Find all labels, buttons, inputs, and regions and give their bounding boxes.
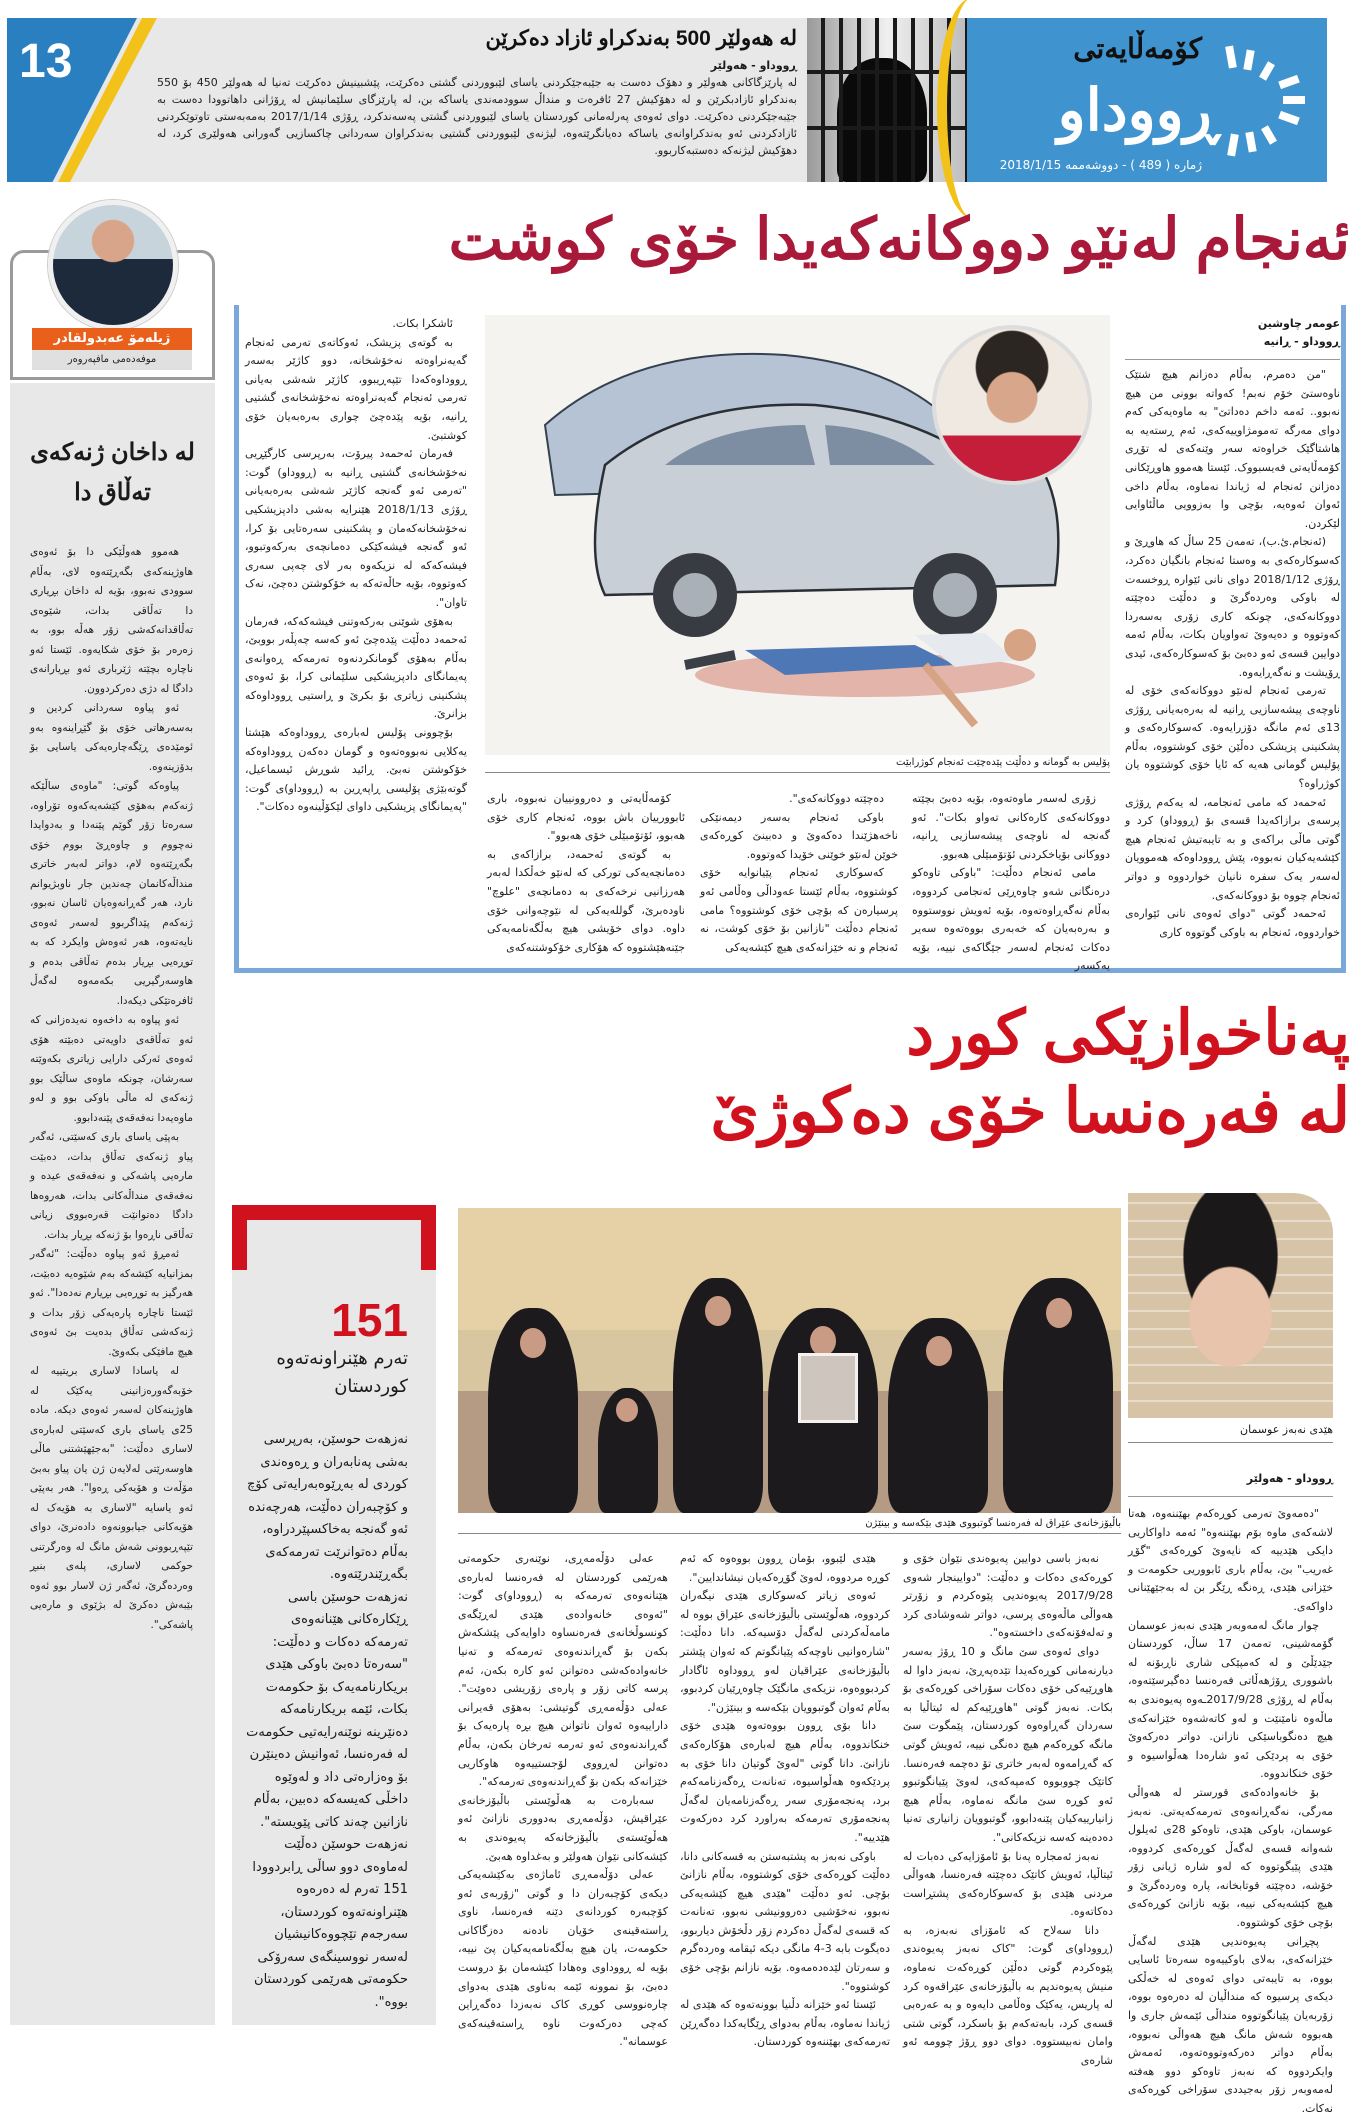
story1-column-5 — [245, 315, 467, 965]
paragraph: بۆ خانەوادەکەی قورستر لە هەواڵی مەرگی، نەگەڕانەوەی تەرمەکەیەتی. نەبەز عوسمان، باوکی هێدی، تاوەکو 28ی ئەیلول شەوانە قسەی لەگەڵ کوڕەکەی کردووە، هێدی پێیگوتووە کە لەو شارە ژیانی زۆر خۆشە، دەچێتە قوتابخانە، پارە وەردەگرێ و هیچ کێشەیەکی نییە، بۆیە نازانێ کوڕەکەی بۆچی خۆی کوشتووە. — [1128, 1785, 1333, 1930]
column-title[interactable]: له داخان ژنەکەی تەڵاق دا — [30, 439, 195, 506]
divider — [1125, 359, 1340, 360]
column-box — [10, 383, 215, 2025]
story2-column-2 — [903, 1550, 1113, 2068]
factbox-bracket — [232, 1205, 436, 1270]
paragraph: نەزهەت حوسێن، بەرپرسی بەشی پەنابەران و ڕەوەندی کوردی لە بەڕێوەبەرایەتی کۆچ و کۆچبەران دەڵێت، هەرچەندە ئەو گەنجە بەخاکسپێردراوە، بەڵام دەتوانرێت تەرمەکەی بگەڕێندرێتەوە. — [247, 1432, 408, 1582]
story1-column-4 — [487, 790, 685, 957]
person-face — [705, 1296, 731, 1326]
story1-victim-portrait — [932, 325, 1092, 485]
paragraph: مامی ئەنجام دەڵێت: "باوکی تاوەکو درەنگانی شەو چاوەڕێی ئەنجامی کردووە، بەڵام نەگەڕاوەتەوە، بۆیە ئەویش نووستووە و بەرەبەیان کە خەبەری بووەتەوە سەیر دەکات ئەنجام لەسەر جێگاکەی نییە، بۆیە یەکسەر — [912, 866, 1110, 973]
paragraph: چوار مانگ لەمەوبەر هێدی نەبەز عوسمان گۆمەشینی، تەمەن 17 ساڵ، کوردستان جێدێڵێ و لە کەمپێکی شاری ناڕبۆنە لە باشووری ڕۆژهەڵاتی فەرەنسا دەگیرسێتەوە، بەڵام لە ڕۆژی 2017/9/28ـەوە پەیوەندی بە ماڵەوە نامێنێت و لەو کاتەشەوە خێزانەکەی هیچ دەنگوباسێکی نازانن. دواتر دەرکەوێ خۆی بە پردێکی ئەو شارەدا هەڵواسیوە و خۆی خنکاندووە. — [1128, 1618, 1333, 1781]
paragraph: باوکی نەبەز بە پشتبەستن بە قسەکانی دانا، دەڵێت کوڕەکەی خۆی کوشتووە، بەڵام نازانێ بۆچی. ئەو دەڵێت "هێدی هیچ کێشەیەکی نەبوو، نەخۆشیی دەروونیشی نەبوو، تەنانەت کە قسەی لەگەڵ دەکردم زۆر دڵخۆش دیاربوو، دەیگوت بابە 3-4 مانگی دیکە ئیقامە وەردەگرم و سەرتان لێدەدەمەوە. بۆیە نازانم بۆچی خۆی کوشتووە". — [680, 1849, 890, 1993]
paragraph: نەبەز ئەمجارە پەنا بۆ ئامۆزایەکی دەبات لە ئیتاڵیا، ئەویش کاتێک دەچێتە فەرەنسا، هەواڵی مردنی هێدی بۆ کەسوکارەکەی پشتڕاست دەکاتەوە. — [903, 1849, 1113, 1919]
story1-column-1 — [1125, 366, 1340, 942]
paragraph: ئەحمەد گوتی "دوای ئەوەی نانی ئێوارەی خواردووە، ئەنجام بە باوکی گوتووە کاری — [1125, 907, 1340, 939]
paragraph: باوکی ئەنجام بەسەر دیمەنێکی ناخەهژێندا دەکەوێ و دەبینێ کوڕەکەی خوێن لەنێو خوێنی خۆیدا کەوتووە. — [700, 810, 898, 861]
paragraph: ئەمڕۆ ئەو پیاوە دەڵێت: "ئەگەر بمزانیایە کێشەکە بەم شێوەیە دەبێت، هەرگیز بە توڕەیی بڕیارم نەدەدا". ئەو ئێستا ناچارە پارەیەکی زۆر بدات و ژنەکەشی تەڵاق بدەیت بێ ئەوەی هیچ مافێکی بکەوێ. — [30, 1248, 193, 1358]
paragraph: کۆمەڵایەتی و دەروونییان نەبووە، باری ئابوورییان باش بووە، ئەنجام کاری خۆی هەبوو، ئۆتۆمبێلی خۆی هەبوو". — [487, 792, 685, 843]
story2-family-photo — [458, 1208, 1121, 1513]
masthead — [807, 18, 1327, 182]
paragraph: "دەمەوێ تەرمی کوڕەکەم بهێننەوە، هەتا لاشەکەی ماوە بۆم بهێننەوە" ئەمە داواکاریی دایکی هێدییە کە نایەوێ کوڕەکەی "گۆڕ غەریب" بێ، بەڵام باری ئابووریی حکومەت و خێزانی هێدی، ڕەنگە ڕێگر بن لە بەجێهێنانی داواکەی. — [1128, 1507, 1333, 1613]
story2-byline: ڕووداو - هەولێر — [1246, 1472, 1333, 1485]
story2-photo-caption: باڵیۆزخانەی عێراق لە فەرەنسا گوتبووی هێدی بێکەسە و بینێژن — [458, 1518, 1121, 1534]
paragraph: بۆچوونی پۆلیس لەبارەی ڕووداوەکە هێشتا یەکلایی نەبووەتەوە و گومان دەکەن ڕووداوەکە خۆکوشتن نەبێ. ڕائید شوڕش ئیسماعیل، گوتەبێژی پۆلیسی ڕاپەڕین بە (ڕووداو)ی گوت: "پەیمانگای پزیشکیی داوای لێکۆڵینەوە دەکات". — [245, 726, 467, 814]
story1-byline-place: ڕووداو - ڕانیە — [1263, 335, 1340, 348]
person-face — [926, 1336, 952, 1366]
paragraph: ئێستا ئەو خێزانە دڵنیا بوونەتەوە کە هێدی لە ژیاندا نەماوە، بەڵام بەدوای ڕێگایەکدا دەگەڕێن تەرمەکەی بهێننەوە کوردستان. — [680, 1998, 890, 2049]
person-face — [810, 1326, 836, 1356]
paragraph: عەلی دۆڵەمەڕی ئاماژەی بەکێشەیەکی دیکەی کۆچبەران دا و گوتی "زۆربەی ئەو کۆچبەرە کوردانەی دێنە فەرەنسا، ناوی ڕاستەقینەی خۆیان نادەنە دەزگاکانی حکومەت، یان هیچ بەڵگەنامەیەکیان پێ نییە، بۆیە لە ڕووداوی وەهادا کێشەمان بۆ دروست دەبێ، بۆ نموونە ئێمە بەناوی هێدی بەدوای چارەنووسی کوڕی کاک نەبەزدا دەگەڕاین کەچی دەرکەوت ناوە ڕاستەقینەکەی عوسمانە". — [458, 1868, 668, 2049]
story2-byline-block — [1128, 1470, 1333, 1503]
columnist-avatar — [48, 200, 178, 330]
story2-column-1 — [1128, 1505, 1333, 2115]
paragraph: هێدی لێبوو، بۆمان ڕوون بووەوە کە ئەم کوڕە مردووە، لەوێ گۆڕەکەیان نیشاندایین". — [680, 1552, 890, 1584]
columnist-name: ژیلەمۆ عەبدولقادر — [32, 328, 192, 350]
paragraph: لە یاسادا لاساری بریتییە لە خۆبەگەورەزانینی یەکێک لە هاوژینەکان لەسەر ئەوەی دیکە. مادە 25ی یاسای باری کەسێتی لەبارەی لاساری دەڵێت: "بەجێهێشتنی ماڵی هاوسەرێتی لەلایەن ژن یان پیاو بەبێ مۆڵەت و هۆیەکی ڕەوا". هەر بەپێی ئەو یاسایە "لاساری بە هۆیەک لە هۆیەکانی جیابوونەوە دادەنرێ، دوای تێپەڕبوونی شەش مانگ لە وەرگرتنی حوکمی لاساری، پلەی بنبڕ وەردەگرێ، ئەگەر ژن لاسار بوو ئەوە بێبەش دەکرێ لە بژێوی و مارەیی پاشەکی". — [30, 1365, 193, 1631]
person-face — [520, 1328, 546, 1358]
decorative-arc — [937, 0, 1007, 218]
story2-portrait-caption: هێدی نەبەز عوسمان — [1128, 1423, 1333, 1443]
story1-column-2 — [912, 790, 1110, 976]
factbox-number: 151 — [331, 1294, 408, 1346]
news-brief — [157, 26, 797, 159]
factbox-label: تەرم هێنراونەتەوە کوردستان — [276, 1348, 408, 1397]
paragraph: ئەحمەد کە مامی ئەنجامە، لە یەکەم ڕۆژی پرسەی برازاکەیدا قسەی بۆ (ڕووداو) کرد و گوتی ماڵی براکەی و بە تایبەتیش ئەنجام هیچ کێشەیەکیان نەبووە، پێش ڕووداوەکە هەموویان لەسەر یەک سفرە نانیان خواردووە و دواتر ئەنجام چووە بۆ دووکانەکەی. — [1125, 795, 1340, 902]
paragraph: ئاشکرا بکات. — [392, 317, 453, 330]
news-brief-body: له پارێزگاکانی هەولێر و دهۆک دەست بە جێبەجێکردنی یاسای لێبووردنی گشتی دەکرێت، پێشبینیش دەکرێت تەنیا لە هەولێر 450 بۆ 550 بەندکراو ئازادبکرێن و لە دهۆکیش 27 ئافرەت و منداڵ سوودمەندی یاساکە بن، لە پارێزگای سلێمانیش لە ڕۆژانی داهاتوودا دەست بە جێبەجێکردنی دەکرێت. دوای ئەوەی پەرلەمانی کوردستان یاسای لێبووردنی گشتی پەسەندکرد، ڕۆژی 2017/1/14 بەمەبەستی تاوتوێکردنی ئازادکردنی ئەو بەندکراوانەی یاساکە دەیانگرێتەوە، لیژنەی لێبووردنی گشتیی بەندکراوان سەردانی چاکسازیی گەورانی هەولێری کرد، لە دهۆکیش لیژنەکە دەستبەکاربوو. — [157, 76, 797, 157]
story1-illustration — [485, 315, 1110, 755]
paragraph: بە گوتەی پزیشک، ئەوکاتەی تەرمی ئەنجام گەیەنراوەتە نەخۆشخانە، دوو کاژێر بەسەر ڕووداوەکەدا تێپەڕیبوو، کاژێر شەشی بەیانی تەرمی ئەنجام گەیەنراوەتە نەخۆشخانەی گشتیی ڕانیە، بۆیە پێدەچێ چواری بەرەبەیان خۆی کوشتبێ. — [245, 335, 467, 442]
paragraph: فەرمان ئەحمەد پیرۆت، بەرپرسی کارگێڕیی نەخۆشخانەی گشتیی ڕانیە بە (ڕووداو) گوت: "تەرمی ئەو گەنجە کاژێر شەشی بەرەبەیانی ڕۆژی 2018/1/13 هێنرایە بەشی دادپزیشکیی نەخۆشخانەکەمان و پشکنینی سەرەتایی بۆ کرا، ئەو گەنجە فیشەکێکی دەمانچەی بەرکەوتبوو، فیشەکەکە لە نزیکەوە بەر لای چەپی سەری کەوتووە، بۆیە حاڵەتەکە بە خۆکوشتن دەچێ، نەک تاوان". — [245, 447, 468, 609]
news-brief-panel — [7, 18, 807, 182]
framed-portrait — [798, 1353, 858, 1423]
brand-logo[interactable]: ڕووداو — [1057, 78, 1219, 143]
issue-info: ژمارە ( 489 ) - دووشەممە 2018/1/15 — [999, 158, 1202, 172]
news-brief-byline: ڕووداو - هەولێر — [710, 59, 797, 72]
columnist-role: موفەدەمی مافپەروەر — [32, 350, 192, 370]
paragraph: نەبەز باسی دوایین پەیوەندی نێوان خۆی و کوڕەکەی دەکات و دەڵێت: "دوایینجار شەوی 2017/9/28 پەیوەندیی پێوەکردم و زۆرتر هەواڵی ماڵەوەی پرسی، دواتر شەوشادی کرد و تەلەفۆنەکەی داخستەوە". — [903, 1552, 1113, 1640]
story2-column-3 — [680, 1550, 890, 2049]
paragraph: ئەو پیاوە بە داخەوە نەیدەزانی کە ئەو تەڵاقەی داویەتی دەبێتە هۆی ئەوەی ئەرکی دارایی زیاتری بکەوێتە سەرشان، چونکە ماوەی ساڵێک بوو ژنەکەی لە ماڵی باوکی بوو و لەو ماوەیەدا نەفەقەی پێنەدابوو. — [30, 1014, 193, 1124]
paragraph: بە گوتەی ئەحمەد، برازاکەی بە دەمانچەیەکی تورکی کە لەنێو خەڵکدا لەبەر هەرزانیی نرخەکەی بە دەمانچەی "علوچ" ناودەبرێ، گوللەیەکی لە نێوچەوانی خۆی داوە. دوای خۆیشی هیچ بەڵگەنامەیەکی جێنەهێشتووە کە هۆکاری خۆکوشتنەکەی — [487, 847, 685, 954]
story2-column-4 — [458, 1550, 668, 2049]
opinion-column — [10, 200, 215, 2025]
paragraph: "من دەمرم، بەڵام دەزانم هیچ شتێک ناوەستێ خۆم نەبم! کەواتە بوونی من هیچ نەبوو.. ئەمە داخم دەداتێ" بە ماوەیەکی کەم دوای مەرگە تەمومژاوییەکەی، ئەم ڕستەیە بە هاشتاگێک خراوەتە سەر وێنەکەی لە تۆڕی کۆمەڵایەتی فەیسبووک. ئێستا هەموو هاوڕێکانی دەزانن ئەنجام لە ژیاندا نەماوە، بەڵام داخی ئەوان ئەوەیە، بۆچی وا بەزوویی ماڵئاوایی لێکردن. — [1125, 368, 1340, 530]
logo-burst-icon — [1217, 40, 1317, 160]
divider — [1128, 1496, 1333, 1497]
paragraph: دانا بۆی ڕوون بووەتەوە هێدی خۆی خنکاندووە، بەڵام هیچ لەبارەی هۆکارەکەی نازانێ. دانا گوتی "لەوێ گوتیان دانا خۆی بە پردێکەوە هەڵواسیوە، تەنانەت ڕەگەزنامەکەم برد، پەنجەمۆری سەر ڕەگەزنامەیان لەگەڵ پەنجەمۆری تەرمەکە بەراورد کرد دەرکەوت هێدییە". — [680, 1719, 890, 1844]
page-header — [7, 18, 1327, 182]
paragraph: سەبارەت بە هەڵوێستی باڵیۆزخانەی عێراقیش، دۆڵەمەڕی بەدووری نازانێ ئەو هەڵوێستەی باڵیۆزخانەکە پەیوەندی بە کێشەکانی نێوان هەولێر و بەغداوە هەبێ. — [458, 1793, 668, 1863]
paragraph: دوای ئەوەی سێ مانگ و 10 ڕۆژ بەسەر دیارنەمانی کوڕەکەیدا تێدەپەڕێ، نەبەز داوا لە هاوڕێیەکی خۆی دەکات سۆراخی کوڕەکەی بۆ بکات. نەبەز گوتی "هاوڕێیەکم لە ئیتاڵیا بە سەردان گەڕاوەوە کوردستان، پێمگوت سێ مانگە کوڕەکەم هیچ دەنگی نییە، ئەویش گوتی کە گەڕامەوە لەبەر خاتری تۆ دەچمە فەرەنسا. کاتێک چووبووە کەمپەکەی، لەوێ پێیانگوتبوو ئەو کوڕە سێ مانگە نەماوە، بەڵام هیچ زانیارییەکیان پێنەدابوو، گوتبوویان زانیاری تەنیا دەدەینە کەسە نزیکەکانی". — [903, 1644, 1113, 1844]
paragraph: ئەو پیاوە سەردانی کردین و بەسەرهاتی خۆی بۆ گێڕاینەوە بەو ئومێدەی ڕێگەچارەیەکی یاسایی بۆ بدۆزینەوە. — [30, 702, 193, 773]
story1-headline[interactable]: ئەنجام لەنێو دووکانەکەیدا خۆی کوشت — [448, 207, 1350, 272]
factbox-body — [246, 1429, 408, 2014]
paragraph: زۆری لەسەر ماوەتەوە، بۆیە دەبێ بچێتە دووکانەکەی کارەکانی تەواو بکات". ئەو گەنجە لە ناوچەی پیشەسازیی ڕانیە، دووکانی بۆیاخکردنی ئۆتۆمبێلی هەبوو. — [912, 792, 1110, 861]
story2-victim-portrait — [1128, 1193, 1333, 1418]
child-face — [616, 1398, 638, 1422]
story2-headline-line1: پەناخوازێکی کورد — [906, 999, 1350, 1068]
paragraph: نەزهەت حوسێن دەڵێت لەماوەی دوو ساڵی ڕابردوودا 151 تەرم لە دەرەوە هێنراونەتەوە کوردستان، سەرجەم تێچووەکانیشیان لەسەر نووسینگەی سەرۆکی حکومەتی هەرێمی کوردستان بووە". — [252, 1837, 408, 2010]
story1-lede-column — [1125, 315, 1340, 942]
paragraph: ئەوەی زیاتر کەسوکاری هێدی نیگەران کردووە، هەڵوێستی باڵیۆزخانەی عێراق بووە لە مامەڵەکردنی لەگەڵ دۆسیەکە. دانا دەڵێت: "شارەوانیی ناوچەکە پێیانگوتم کە ئەوان پێشتر باڵیۆزخانەی عێراقیان لەو ڕووداوە ئاگادار کردبووەوە، نزیکەی مانگێک چاوەڕێیان کردبوو، بەڵام ئەوان گوتبوویان بێکەسە و بینێژن". — [680, 1589, 890, 1714]
story2-headline-line2: لە فەرەنسا خۆی دەکوژێ — [710, 1077, 1350, 1146]
story1-image-caption: پۆلیس بە گومانە و دەڵێت پێدەچێت ئەنجام کوژرابێت — [485, 757, 1110, 773]
page-number: 13 — [19, 35, 73, 88]
paragraph: کەسوکاری ئەنجام پێیانوایە خۆی کوشتووە، بەڵام ئێستا عەوداڵی وەڵامی ئەو پرسیارەن کە بۆچی خۆی کوشتووە؟ مامی ئەنجام دەڵێت "نازانین بۆ خۆی کوشت، نە ئەنجام و نە خێزانەکەی هیچ کێشەیەکی — [700, 866, 898, 954]
paragraph: بەهۆی شوێنی بەرکەوتنی فیشەکەکە، فەرمان ئەحمەد دەڵێت پێدەچێ ئەو کەسە چەپڵەر بووبێ، بەڵام بەهۆی گومانکردنەوە تەرمەکە ڕەوانەی پەیمانگای دادپزیشکیی سلێمانی کرا، بۆ ئەوەی پشکنینی زیاتری بۆ بکرێ و ڕاستیی ڕووداوەکە بزانرێ. — [245, 614, 467, 721]
paragraph: (ئەنجام.ئ.ب)، تەمەن 25 ساڵ کە هاوڕێ و کەسوکارەکەی بە وەستا ئەنجام بانگیان دەکرد، ڕۆژی 2018/1/12 دوای نانی ئێوارە ڕوخسەت لە باوکی وەردەگرێ و دەڵێت دەچێتە دووکانەکەی، چونکە کاری زۆری بەسەردا کەوتووە و دەیەوێ تەواویان بکات، بەڵام ئەمە دوایین قسەی ئەو دەبێ بۆ کەسوکارەکەی، ئیدی ڕۆیشت و نەگەڕایەوە. — [1125, 535, 1340, 679]
paragraph: بەپێی یاسای باری کەسێتی، ئەگەر پیاو ژنەکەی تەڵاق بدات، دەبێت مارەیی پاشەکی و نەفەقەی عیدە و نەفەقەی منداڵەکانی بدات، هەروەها دادگا دەتوانێت قەرەبووی زیانی تەڵاقی ناڕەوا بۆ ژنەکە بڕیار بدات. — [30, 1131, 193, 1241]
section-title: کۆمەڵایەتی — [1073, 33, 1202, 64]
paragraph: دانا سەلاح کە ئامۆزای نەبەزە، بە (ڕووداو)ی گوت: "کاک نەبەز پەیوەندی پێوەکردم گوتی دەڵێن کوڕەکەت نەماوە، منیش پەیوەندیم بە باڵیۆزخانەی عێراقەوە کرد لە پاریس، یەکێک وەڵامی دایەوە و بە عەرەبی قسەی کرد، بابەتەکەم بۆ باسکرد، گوتی شتی وامان نەبیستووە. دوای دوو ڕۆژ چوومە ئەو شارەی — [903, 1923, 1113, 2068]
story1-byline-author: عومەر چاوشین — [1257, 317, 1340, 330]
story2-factbox — [232, 1205, 436, 2025]
paragraph: عەلی دۆڵەمەڕی، نوێنەری حکومەتی هەرێمی کوردستان لە فەرەنسا لەبارەی هێنانەوەی تەرمەکە بە (ڕووداو)ی گوت: "ئەوەی خانەوادەی هێدی لەڕێگەی کونسوڵخانەی فەرەنساوە داوایەکی پێشکەش بکەن بۆ گەڕاندنەوەی تەرمەکە و تەنیا خانەوادەکەشی دەتوانن ئەو کارە بکەن، ئەم پرسە کاتی زۆر و پارەی زۆریشی دەوێت". عەلی دۆڵەمەڕی گوتیشی: بەهۆی قەیرانی داراییەوە ئەوان ناتوانن هیچ بڕە پارەیەک بۆ گەڕاندنەوەی ئەو تەرمە تەرخان بکەن، بەڵام دەتوانن لەڕووی لۆجستییەوە هاوکاریی خێزانەکە بکەن بۆ گەڕاندنەوەی تەرمەکە". — [458, 1552, 668, 1789]
paragraph: پچڕانی پەیوەندیی هێدی لەگەڵ خێزانەکەی، بەلای باوکییەوە سەرەتا ئاسایی بووە، بە تایبەتی دوای ئەوەی لە خەڵکی دیکەی پرسیوە کە منداڵیان لە دەرەوە بووە، زۆربەیان پێیانگوتووە منداڵی ئێمەش جاری وا هەبووە شەش مانگ هیچ هەواڵی نەبووە، بەڵام دواتر دەرکەوتووەتەوە، ئەمەش وایکردووە کە نەبەز تاوەکو دوو هەفتە لەمەوبەر زۆر بەجیددی سۆراخی کوڕەکەی نەکات. — [1128, 1934, 1333, 2115]
person-face — [1046, 1298, 1072, 1328]
paragraph: دەچێتە دووکانەکەی". — [789, 792, 884, 805]
news-brief-title[interactable]: له هەولێر 500 بەندکراو ئازاد دەکرێن — [485, 27, 797, 50]
paragraph: تەرمی ئەنجام لەنێو دووکانەکەی خۆی لە ناوچەی پیشەسازیی ڕانیە لە بەرەبەیانی ڕۆژی 13ی ئەم مانگە دۆزرایەوە. کەسوکارەکەی و پشکنینی پزیشکی دەڵێن خۆی کوشتووە، بەڵام پۆلیس گومانی هەیە کە ئایا خۆی کوشتووە یان کوژراوە؟ — [1125, 684, 1340, 791]
story1-column-3 — [700, 790, 898, 957]
paragraph: نەزهەت حوسێن باسی ڕێکارەکانی هێنانەوەی تەرمەکە دەکات و دەڵێت: "سەرەتا دەبێ باوکی هێدی بریکارنامەیەک بۆ حکومەت بکات، ئێمە بریکارنامەکە دەنێرینە نوێنەرایەتیی حکومەت لە فەرەنسا، ئەوانیش دەینێرن بۆ وەزارەتی داد و لەوێوە داخڵی کەیسەکە دەبین، بەڵام نازانین چەند کاتی پێویستە". — [246, 1589, 408, 1830]
paragraph: هەموو هەوڵێکی دا بۆ ئەوەی هاوژینەکەی بگەڕێتەوە لای، بەڵام سوودی نەبوو، بۆیە لە داخان بڕیاری دا تەڵاقی بدات، شێوەی تەڵاقدانەکەشی زۆر هەڵە بوو، بە زەرەر بۆ خۆی شکایەوە. ئێستا ئەو ناچارە بچێتە ژێربارى ئەو بڕیارانەی دادگا لە دژی دەرکردوون. — [30, 546, 193, 695]
paragraph: پیاوەکە گوتی: "ماوەی ساڵێکە ژنەکەم بەهۆی کێشەیەکەوە تۆراوە، سەرەتا زۆر گوێم پێنەدا و بەدوایدا نەچووم و چاوەڕێ بووم خۆی بگەڕێتەوە لام، دواتر لەبەر خاتری منداڵەکانمان چەندین جار ناوبژیوانم نارد، هەر گەڕانەوەیان ئاسان نەبوو، ژنەکەم پێداگربوو لەسەر ئەوەی نایەتەوە، هەر ئەوەش وایکرد کە بە توڕەیی بڕیار بدەم تەڵاقی بدەم و هاوسەرگیریی بکەمەوە لەگەڵ ئافرەتێکی دیکەدا. — [30, 780, 193, 1007]
column-body — [30, 543, 193, 1635]
story2-headline[interactable] — [230, 995, 1350, 1151]
